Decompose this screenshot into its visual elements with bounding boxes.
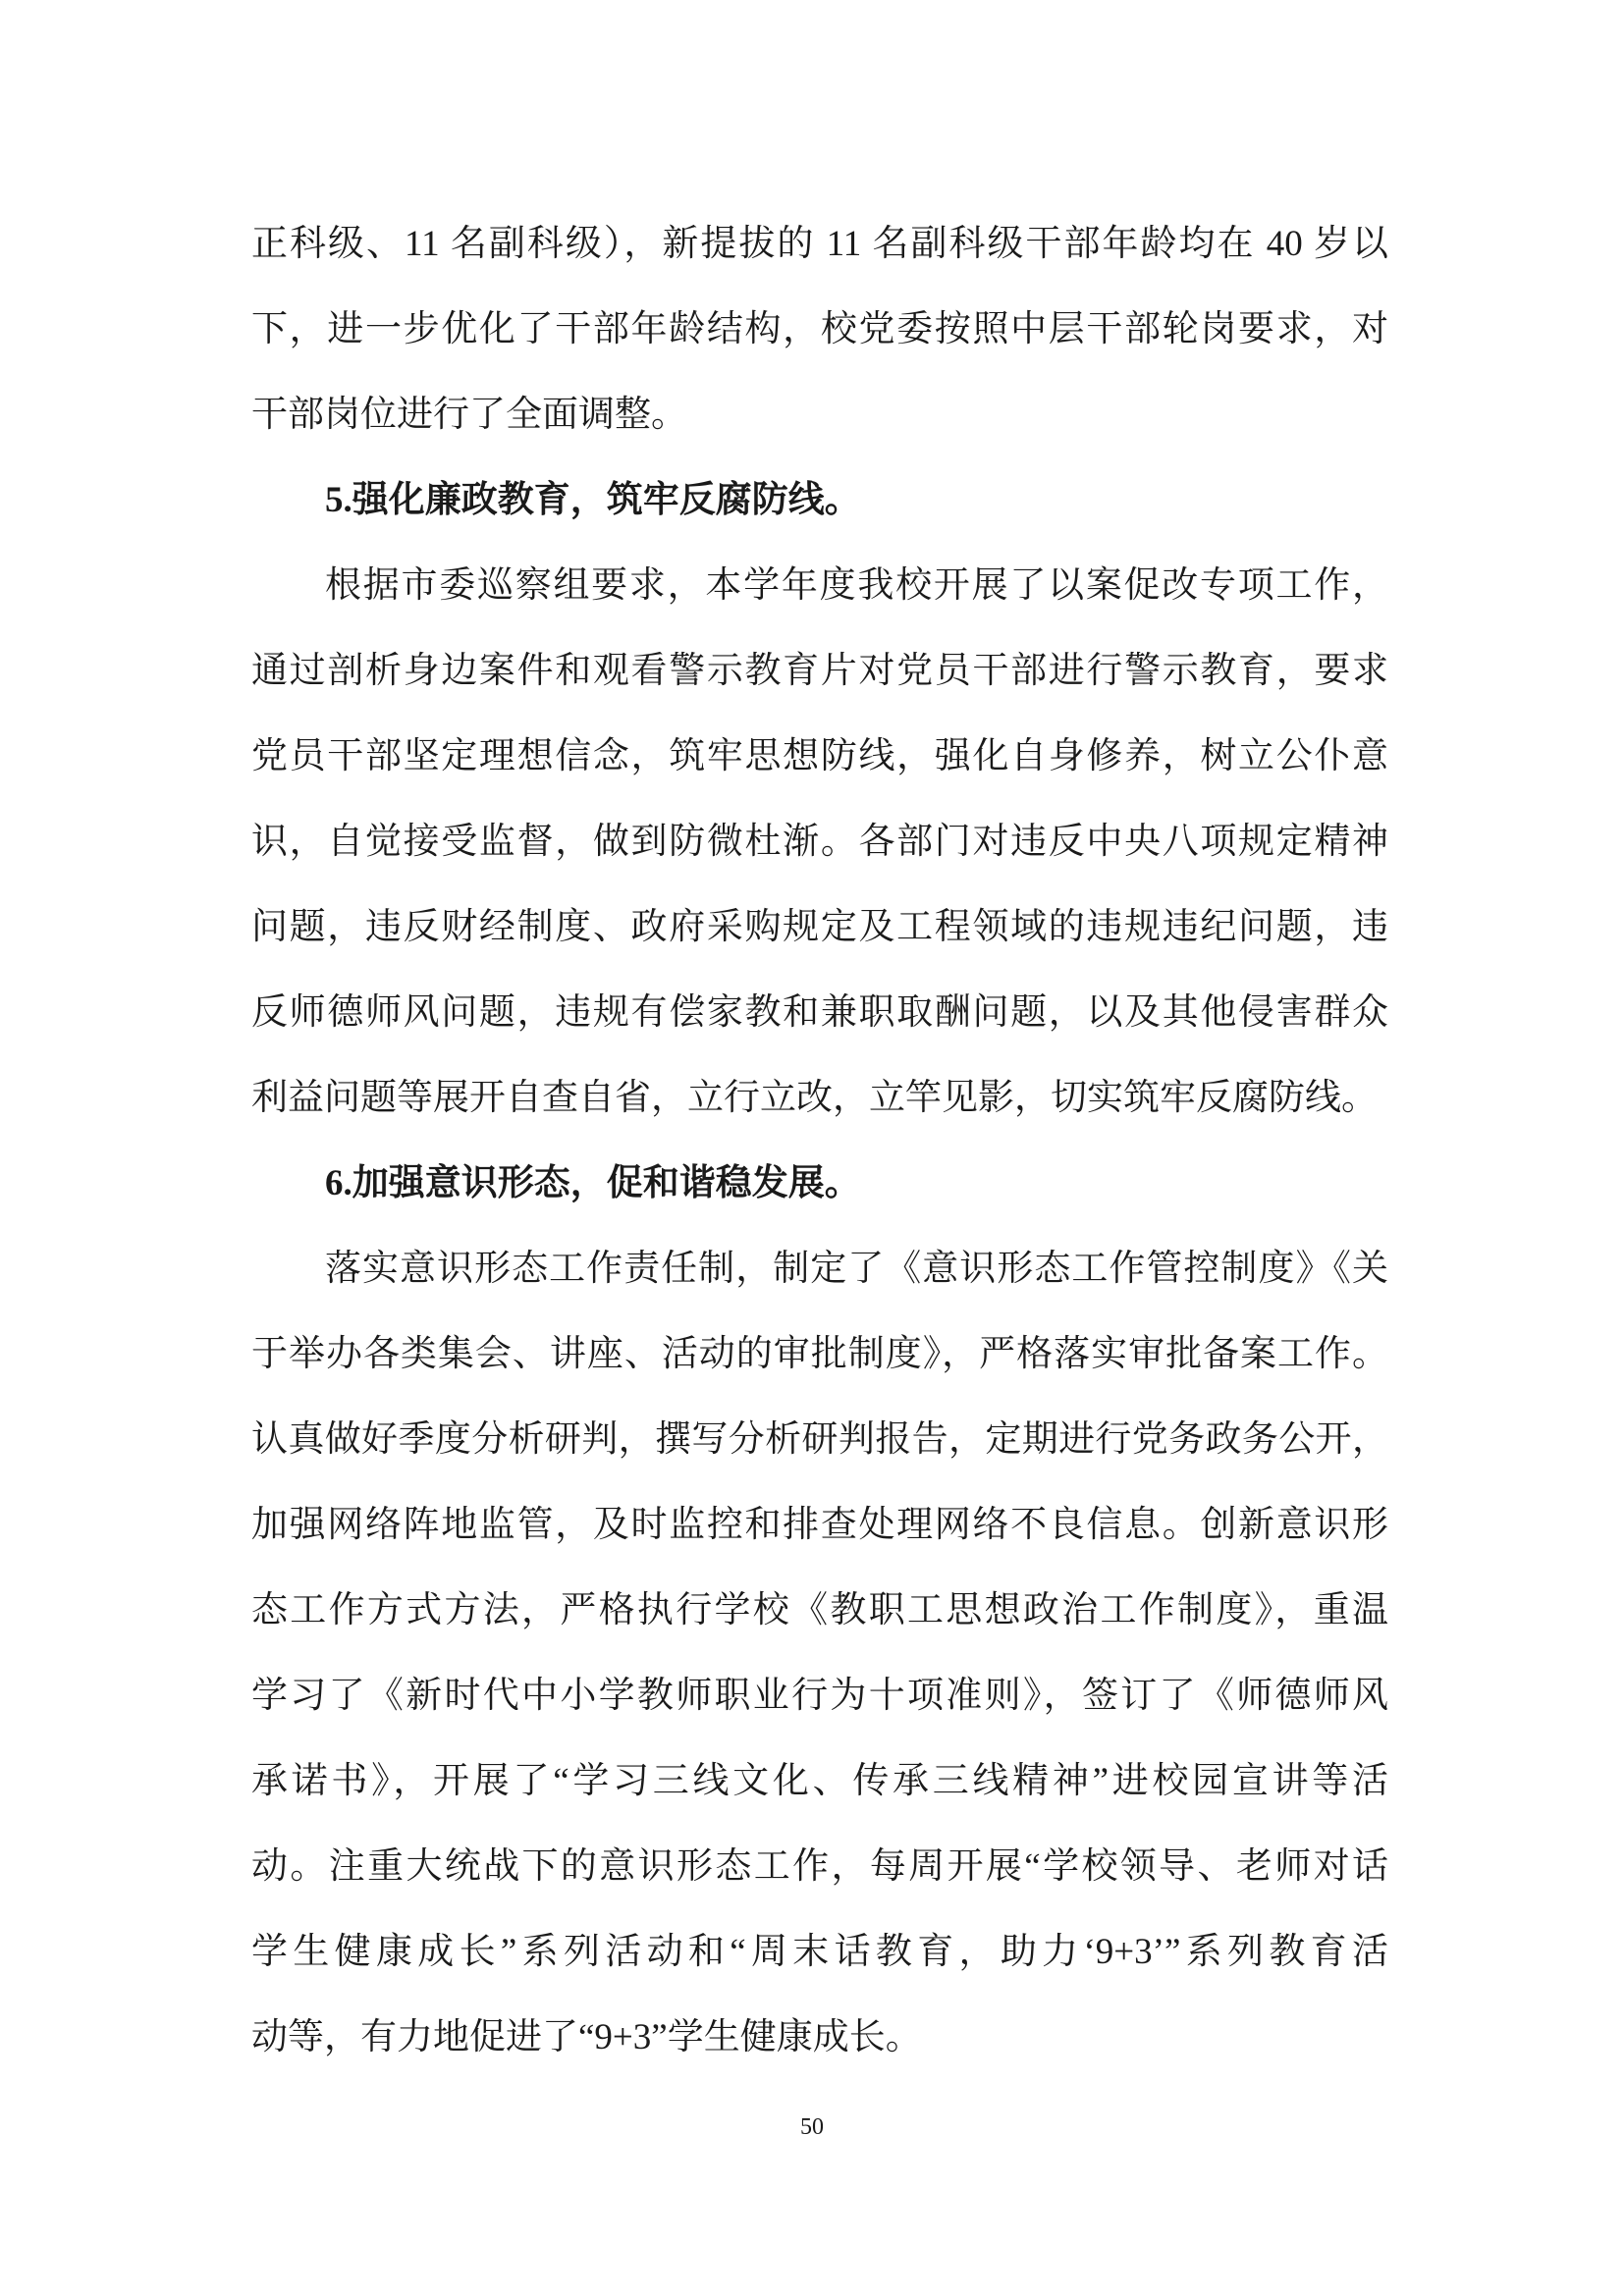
body-text-line: 反师德师风问题，违规有偿家教和兼职取酬问题，以及其他侵害群众 bbox=[251, 992, 1388, 1033]
body-text-line: 于举办各类集会、讲座、活动的审批制度》，严格落实审批备案工作。 bbox=[251, 1334, 1388, 1374]
section-5 bbox=[251, 457, 1388, 1141]
document-body bbox=[251, 201, 1388, 2080]
body-text-line: 承诺书》，开展了“学习三线文化、传承三线精神”进校园宣讲等活 bbox=[251, 1761, 1388, 1801]
body-text-line: 识，自觉接受监督，做到防微杜渐。各部门对违反中央八项规定精神 bbox=[251, 822, 1388, 862]
body-text-line: 干部岗位进行了全面调整。 bbox=[251, 395, 687, 435]
body-text-line: 落实意识形态工作责任制，制定了《意识形态工作管控制度》《关 bbox=[325, 1249, 1388, 1289]
section-heading: 6.加强意识形态，促和谐稳发展。 bbox=[325, 1163, 861, 1203]
body-text-line: 正科级、11 名副科级），新提拔的 11 名副科级干部年龄均在 40 岁以 bbox=[251, 224, 1388, 264]
body-text-line: 动。注重大统战下的意识形态工作，每周开展“学校领导、老师对话 bbox=[251, 1846, 1388, 1887]
body-text-line: 学生健康成长”系列活动和“周末话教育，助力‘9+3’”系列教育活 bbox=[251, 1932, 1388, 1972]
body-text-line: 党员干部坚定理想信念，筑牢思想防线，强化自身修养，树立公仆意 bbox=[251, 736, 1388, 776]
section-6 bbox=[251, 1141, 1388, 2080]
body-text-line: 加强网络阵地监管，及时监控和排查处理网络不良信息。创新意识形 bbox=[251, 1505, 1388, 1545]
body-text-line: 利益问题等展开自查自省，立行立改，立竿见影，切实筑牢反腐防线。 bbox=[251, 1078, 1378, 1118]
body-text-line: 根据市委巡察组要求，本学年度我校开展了以案促改专项工作， bbox=[325, 565, 1388, 606]
section-heading: 5.强化廉政教育，筑牢反腐防线。 bbox=[325, 480, 861, 520]
body-text-line: 认真做好季度分析研判，撰写分析研判报告，定期进行党务政务公开， bbox=[251, 1419, 1388, 1460]
body-text-line: 问题，违反财经制度、政府采购规定及工程领域的违规违纪问题，违 bbox=[251, 907, 1388, 947]
body-text-line: 动等，有力地促进了“9+3”学生健康成长。 bbox=[251, 2017, 922, 2057]
body-text-line: 通过剖析身边案件和观看警示教育片对党员干部进行警示教育，要求 bbox=[251, 651, 1388, 691]
body-text-line: 态工作方式方法，严格执行学校《教职工思想政治工作制度》，重温 bbox=[251, 1590, 1388, 1630]
body-text-line: 学习了《新时代中小学教师职业行为十项准则》，签订了《师德师风 bbox=[251, 1676, 1388, 1716]
page-number: 50 bbox=[800, 2114, 824, 2140]
continued-paragraph bbox=[251, 201, 1388, 457]
body-text-line: 下，进一步优化了干部年龄结构，校党委按照中层干部轮岗要求，对 bbox=[251, 309, 1388, 349]
